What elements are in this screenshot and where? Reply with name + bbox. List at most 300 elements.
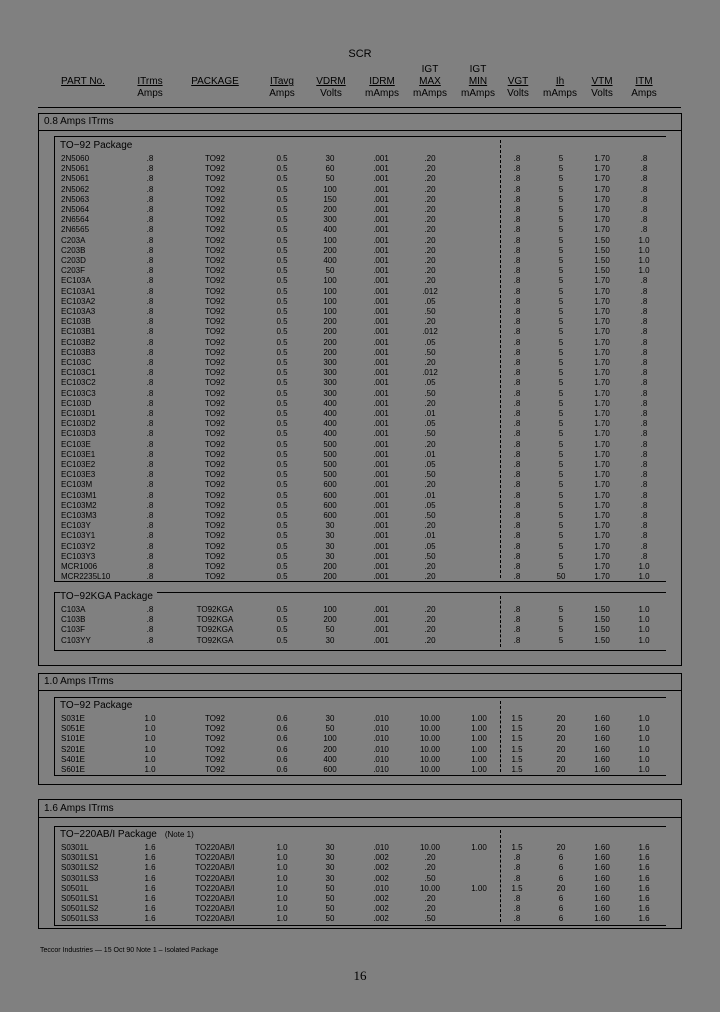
table-cell: 5 bbox=[558, 541, 564, 551]
table-cell: EC103A3 bbox=[61, 307, 96, 316]
table-cell: .8 bbox=[640, 215, 648, 225]
table-cell: .001 bbox=[373, 490, 389, 500]
table-cell: 1.60 bbox=[594, 894, 610, 903]
table-cell: 5 bbox=[558, 460, 564, 469]
table-cell: .50 bbox=[424, 307, 436, 316]
table-row bbox=[0, 450, 720, 460]
table-cell: 100 bbox=[323, 184, 337, 194]
table-cell: 1.0 bbox=[638, 256, 650, 265]
table-cell: 1.60 bbox=[594, 863, 610, 873]
table-cell: .01 bbox=[424, 449, 436, 459]
table-cell: 300 bbox=[323, 388, 337, 398]
table-cell: .20 bbox=[424, 205, 436, 214]
table-cell: .8 bbox=[146, 500, 154, 510]
table-cell: 2N5062 bbox=[61, 184, 90, 194]
table-cell: 0.5 bbox=[276, 164, 288, 174]
table-cell: .8 bbox=[640, 327, 648, 337]
table-row bbox=[0, 389, 720, 399]
table-cell: 1.5 bbox=[511, 714, 523, 723]
table-cell: .8 bbox=[640, 184, 648, 194]
table-cell: 1.70 bbox=[594, 480, 610, 490]
package-title bbox=[60, 140, 136, 151]
header-text: ITavg bbox=[270, 76, 294, 87]
table-cell: .8 bbox=[640, 225, 648, 235]
table-cell: EC103E1 bbox=[61, 449, 96, 459]
table-cell: 1.70 bbox=[594, 327, 610, 337]
table-cell: .8 bbox=[640, 368, 648, 378]
table-cell: TO92 bbox=[205, 368, 225, 378]
table-cell: .8 bbox=[146, 164, 154, 174]
table-row bbox=[0, 714, 720, 724]
table-cell: .8 bbox=[640, 500, 648, 510]
column-header-itrms bbox=[127, 76, 173, 100]
table-cell: .8 bbox=[513, 562, 521, 571]
table-cell: 300 bbox=[323, 368, 337, 378]
table-row bbox=[0, 327, 720, 337]
table-row bbox=[0, 225, 720, 235]
table-cell: .50 bbox=[424, 388, 436, 398]
table-cell: S051E bbox=[61, 724, 86, 734]
table-cell: 1.0 bbox=[276, 914, 288, 924]
table-cell: S201E bbox=[61, 744, 86, 754]
table-cell: S031E bbox=[61, 714, 86, 723]
column-header-igtmin bbox=[454, 64, 502, 100]
table-cell: 2N5064 bbox=[61, 205, 90, 214]
header-text: Amps bbox=[137, 88, 163, 99]
table-cell: .8 bbox=[146, 256, 154, 265]
table-cell: TO92 bbox=[205, 358, 225, 367]
table-cell: 200 bbox=[323, 205, 337, 214]
table-cell: .8 bbox=[146, 470, 154, 480]
table-cell: 0.5 bbox=[276, 347, 288, 357]
table-row bbox=[0, 572, 720, 582]
table-row bbox=[0, 521, 720, 531]
table-row bbox=[0, 531, 720, 541]
table-cell: TO92 bbox=[205, 205, 225, 214]
table-cell: .002 bbox=[373, 914, 389, 924]
table-cell: TO92 bbox=[205, 572, 225, 582]
table-cell: TO92 bbox=[205, 256, 225, 265]
table-cell: 1.70 bbox=[594, 307, 610, 316]
table-cell: .05 bbox=[424, 337, 436, 347]
table-cell: 5 bbox=[558, 337, 564, 347]
table-cell: .01 bbox=[424, 409, 436, 418]
table-cell: 0.5 bbox=[276, 235, 288, 245]
table-cell: 1.6 bbox=[638, 894, 650, 903]
table-row bbox=[0, 745, 720, 755]
table-cell: 1.6 bbox=[638, 843, 650, 852]
table-cell: .8 bbox=[513, 378, 521, 388]
table-cell: .20 bbox=[424, 154, 436, 163]
table-cell: S0301LS2 bbox=[61, 863, 99, 873]
table-cell: .010 bbox=[373, 734, 389, 744]
table-row bbox=[0, 164, 720, 174]
table-cell: 5 bbox=[558, 256, 564, 265]
table-cell: S0301LS3 bbox=[61, 873, 99, 883]
table-cell: 0.6 bbox=[276, 724, 288, 734]
table-cell: TO92KGA bbox=[196, 635, 234, 645]
table-cell: TO92 bbox=[205, 521, 225, 531]
table-cell: 1.6 bbox=[638, 853, 650, 863]
table-cell: .05 bbox=[424, 419, 436, 429]
column-header-itm bbox=[624, 76, 664, 100]
table-cell: EC103B2 bbox=[61, 337, 96, 347]
header-text: IGT bbox=[469, 64, 487, 75]
table-cell: .010 bbox=[373, 714, 389, 723]
table-cell: 5 bbox=[558, 562, 564, 571]
table-cell: .20 bbox=[424, 562, 436, 571]
table-row bbox=[0, 843, 720, 853]
table-cell: 100 bbox=[323, 286, 337, 296]
table-cell: .8 bbox=[513, 605, 521, 614]
table-cell: 1.60 bbox=[594, 734, 610, 744]
table-cell: 1.0 bbox=[144, 765, 156, 774]
table-cell: 5 bbox=[558, 490, 564, 500]
table-cell: 1.70 bbox=[594, 500, 610, 510]
table-cell: 1.60 bbox=[594, 873, 610, 883]
table-cell: .001 bbox=[373, 439, 389, 449]
table-cell: 1.6 bbox=[144, 853, 156, 863]
table-cell: 20 bbox=[556, 765, 566, 774]
table-cell: 0.5 bbox=[276, 398, 288, 408]
table-cell: 1.0 bbox=[638, 625, 650, 635]
table-row bbox=[0, 724, 720, 734]
table-cell: TO92 bbox=[205, 184, 225, 194]
table-cell: S0501LS3 bbox=[61, 914, 99, 924]
table-cell: 0.5 bbox=[276, 511, 288, 520]
table-cell: EC103C1 bbox=[61, 368, 96, 378]
table-cell: 10.00 bbox=[419, 734, 441, 744]
table-cell: 5 bbox=[558, 235, 564, 245]
table-cell: 1.70 bbox=[594, 521, 610, 531]
table-cell: TO92 bbox=[205, 378, 225, 388]
table-cell: 10.00 bbox=[419, 883, 441, 893]
table-cell: 600 bbox=[323, 765, 337, 774]
table-cell: 1.00 bbox=[471, 734, 487, 744]
table-cell: .001 bbox=[373, 307, 389, 316]
table-cell: .012 bbox=[422, 327, 438, 337]
table-cell: .001 bbox=[373, 562, 389, 571]
table-row bbox=[0, 368, 720, 378]
table-cell: 6 bbox=[558, 914, 564, 924]
table-cell: 50 bbox=[325, 724, 335, 734]
table-cell: .8 bbox=[146, 266, 154, 276]
table-cell: 5 bbox=[558, 500, 564, 510]
table-cell: 0.6 bbox=[276, 734, 288, 744]
table-cell: 1.70 bbox=[594, 490, 610, 500]
table-cell: .8 bbox=[146, 368, 154, 378]
table-cell: 1.0 bbox=[144, 714, 156, 723]
table-cell: .8 bbox=[146, 398, 154, 408]
table-cell: 100 bbox=[323, 734, 337, 744]
table-cell: 30 bbox=[325, 154, 335, 163]
table-cell: 20 bbox=[556, 724, 566, 734]
table-cell: .8 bbox=[640, 439, 648, 449]
table-cell: C203A bbox=[61, 235, 86, 245]
column-header-part bbox=[48, 76, 118, 88]
table-cell: TO220AB/I bbox=[195, 914, 235, 924]
table-cell: 30 bbox=[325, 853, 335, 863]
table-cell: .8 bbox=[146, 439, 154, 449]
table-cell: TO92 bbox=[205, 480, 225, 490]
table-row bbox=[0, 562, 720, 572]
table-cell: 1.0 bbox=[638, 744, 650, 754]
table-cell: EC103B3 bbox=[61, 347, 96, 357]
table-cell: 1.70 bbox=[594, 409, 610, 418]
table-cell: .20 bbox=[424, 358, 436, 367]
table-cell: S101E bbox=[61, 734, 86, 744]
table-cell: 1.0 bbox=[638, 754, 650, 764]
table-cell: .8 bbox=[146, 511, 154, 520]
table-cell: 1.50 bbox=[594, 256, 610, 265]
table-cell: 500 bbox=[323, 449, 337, 459]
table-cell: 1.60 bbox=[594, 754, 610, 764]
table-cell: 1.0 bbox=[638, 245, 650, 255]
table-row bbox=[0, 904, 720, 914]
table-cell: 5 bbox=[558, 184, 564, 194]
table-cell: 0.5 bbox=[276, 490, 288, 500]
table-cell: .8 bbox=[513, 368, 521, 378]
table-cell: 5 bbox=[558, 307, 564, 316]
table-cell: 1.00 bbox=[471, 843, 487, 852]
table-cell: 5 bbox=[558, 205, 564, 214]
table-cell: .20 bbox=[424, 225, 436, 235]
table-cell: TO92 bbox=[205, 429, 225, 439]
table-cell: .001 bbox=[373, 449, 389, 459]
table-cell: 200 bbox=[323, 562, 337, 571]
table-row bbox=[0, 440, 720, 450]
table-cell: 0.5 bbox=[276, 215, 288, 225]
table-cell: 0.5 bbox=[276, 470, 288, 480]
table-cell: 1.0 bbox=[276, 904, 288, 914]
table-cell: 1.50 bbox=[594, 235, 610, 245]
table-cell: 0.5 bbox=[276, 154, 288, 163]
table-cell: .20 bbox=[424, 615, 436, 625]
header-text: Amps bbox=[269, 88, 295, 99]
table-cell: .8 bbox=[146, 615, 154, 625]
table-cell: 1.70 bbox=[594, 398, 610, 408]
table-cell: .8 bbox=[640, 317, 648, 327]
table-cell: 0.5 bbox=[276, 572, 288, 582]
table-cell: 5 bbox=[558, 215, 564, 225]
table-cell: 500 bbox=[323, 439, 337, 449]
table-cell: .8 bbox=[513, 904, 521, 914]
table-cell: .8 bbox=[640, 205, 648, 214]
table-cell: 5 bbox=[558, 164, 564, 174]
table-cell: 5 bbox=[558, 368, 564, 378]
table-row bbox=[0, 378, 720, 388]
table-cell: 30 bbox=[325, 635, 335, 645]
table-cell: 0.5 bbox=[276, 551, 288, 561]
footnote: Teccor Industries — 15 Oct 90 Note 1 – Isolated Package bbox=[40, 947, 219, 954]
table-cell: 1.70 bbox=[594, 368, 610, 378]
table-cell: .8 bbox=[146, 358, 154, 367]
table-row bbox=[0, 511, 720, 521]
table-cell: 200 bbox=[323, 347, 337, 357]
table-cell: 1.0 bbox=[276, 843, 288, 852]
table-cell: .8 bbox=[640, 480, 648, 490]
table-cell: 0.5 bbox=[276, 266, 288, 276]
table-cell: 1.5 bbox=[511, 754, 523, 764]
table-cell: 1.0 bbox=[144, 734, 156, 744]
table-cell: .20 bbox=[424, 266, 436, 276]
table-cell: .001 bbox=[373, 429, 389, 439]
table-cell: .8 bbox=[640, 490, 648, 500]
table-cell: 0.5 bbox=[276, 368, 288, 378]
table-cell: 6 bbox=[558, 904, 564, 914]
header-text: VTM bbox=[591, 76, 613, 87]
table-row bbox=[0, 491, 720, 501]
table-cell: .001 bbox=[373, 358, 389, 367]
header-text: Volts bbox=[591, 88, 613, 99]
table-cell: 1.50 bbox=[594, 625, 610, 635]
table-cell: EC103D1 bbox=[61, 409, 96, 418]
table-cell: TO92 bbox=[205, 744, 225, 754]
table-cell: C103A bbox=[61, 605, 86, 614]
section-title: 1.0 Amps ITrms bbox=[44, 676, 114, 687]
table-cell: 1.0 bbox=[276, 894, 288, 903]
table-cell: .8 bbox=[146, 449, 154, 459]
table-cell: S601E bbox=[61, 765, 86, 774]
table-row bbox=[0, 765, 720, 775]
table-cell: 0.5 bbox=[276, 562, 288, 571]
table-cell: 400 bbox=[323, 398, 337, 408]
table-cell: 1.70 bbox=[594, 449, 610, 459]
table-cell: .8 bbox=[146, 490, 154, 500]
table-cell: .20 bbox=[424, 894, 436, 903]
table-cell: 1.00 bbox=[471, 724, 487, 734]
table-cell: 1.0 bbox=[638, 605, 650, 614]
table-cell: 6 bbox=[558, 863, 564, 873]
header-text: MAX bbox=[419, 76, 441, 87]
table-cell: 5 bbox=[558, 625, 564, 635]
table-row bbox=[0, 399, 720, 409]
table-cell: .8 bbox=[513, 164, 521, 174]
table-cell: 0.5 bbox=[276, 388, 288, 398]
table-cell: 5 bbox=[558, 439, 564, 449]
table-cell: 150 bbox=[323, 194, 337, 204]
column-header-idrm bbox=[360, 76, 404, 100]
table-cell: .001 bbox=[373, 266, 389, 276]
table-cell: .20 bbox=[424, 174, 436, 184]
table-cell: 0.5 bbox=[276, 521, 288, 531]
table-cell: 0.5 bbox=[276, 286, 288, 296]
table-cell: .8 bbox=[146, 429, 154, 439]
table-cell: .001 bbox=[373, 521, 389, 531]
table-cell: TO92 bbox=[205, 714, 225, 723]
table-cell: 200 bbox=[323, 337, 337, 347]
table-row bbox=[0, 185, 720, 195]
table-cell: TO220AB/I bbox=[195, 883, 235, 893]
table-cell: .8 bbox=[146, 409, 154, 418]
table-cell: .001 bbox=[373, 215, 389, 225]
table-cell: TO92 bbox=[205, 337, 225, 347]
table-cell: 5 bbox=[558, 429, 564, 439]
table-cell: 1.70 bbox=[594, 215, 610, 225]
table-cell: EC103E bbox=[61, 439, 91, 449]
table-cell: .20 bbox=[424, 256, 436, 265]
table-cell: .8 bbox=[146, 635, 154, 645]
table-cell: 20 bbox=[556, 843, 566, 852]
table-cell: EC103M3 bbox=[61, 511, 97, 520]
table-cell: .012 bbox=[422, 286, 438, 296]
table-cell: 0.5 bbox=[276, 337, 288, 347]
table-cell: TO92 bbox=[205, 398, 225, 408]
section-title-rule bbox=[38, 817, 682, 818]
table-cell: .002 bbox=[373, 904, 389, 914]
table-row bbox=[0, 542, 720, 552]
table-cell: .8 bbox=[513, 531, 521, 541]
table-cell: .001 bbox=[373, 347, 389, 357]
table-cell: .001 bbox=[373, 572, 389, 582]
header-text: MIN bbox=[468, 76, 488, 87]
table-cell: .001 bbox=[373, 615, 389, 625]
table-cell: 0.5 bbox=[276, 205, 288, 214]
table-cell: 0.5 bbox=[276, 245, 288, 255]
table-cell: .8 bbox=[513, 154, 521, 163]
table-cell: 1.50 bbox=[594, 605, 610, 614]
table-cell: EC103A1 bbox=[61, 286, 96, 296]
table-cell: 50 bbox=[325, 174, 335, 184]
table-cell: 1.5 bbox=[511, 744, 523, 754]
table-cell: .05 bbox=[424, 500, 436, 510]
page-number: 16 bbox=[353, 968, 367, 983]
table-cell: 200 bbox=[323, 744, 337, 754]
column-header-itavg bbox=[262, 76, 302, 100]
table-cell: 5 bbox=[558, 409, 564, 418]
table-cell: .20 bbox=[424, 904, 436, 914]
table-cell: 50 bbox=[325, 883, 335, 893]
table-row bbox=[0, 266, 720, 276]
table-cell: .50 bbox=[424, 470, 436, 480]
header-text: Volts bbox=[320, 88, 342, 99]
table-cell: TO92KGA bbox=[196, 625, 234, 635]
table-cell: .01 bbox=[424, 490, 436, 500]
table-cell: .8 bbox=[146, 521, 154, 531]
table-cell: 2N5063 bbox=[61, 194, 90, 204]
table-cell: .001 bbox=[373, 388, 389, 398]
table-cell: .8 bbox=[146, 154, 154, 163]
table-cell: TO92 bbox=[205, 296, 225, 306]
table-cell: 400 bbox=[323, 419, 337, 429]
table-cell: 10.00 bbox=[419, 843, 441, 852]
table-cell: 1.70 bbox=[594, 154, 610, 163]
table-cell: .05 bbox=[424, 378, 436, 388]
table-cell: .05 bbox=[424, 296, 436, 306]
table-cell: 300 bbox=[323, 358, 337, 367]
table-cell: 1.70 bbox=[594, 419, 610, 429]
table-cell: .01 bbox=[424, 531, 436, 541]
table-cell: .05 bbox=[424, 541, 436, 551]
table-cell: TO92 bbox=[205, 490, 225, 500]
table-cell: .8 bbox=[513, 419, 521, 429]
table-cell: 1.70 bbox=[594, 286, 610, 296]
table-cell: EC103D bbox=[61, 398, 92, 408]
table-cell: 1.5 bbox=[511, 883, 523, 893]
table-cell: .8 bbox=[513, 184, 521, 194]
table-cell: 60 bbox=[325, 164, 335, 174]
table-cell: 1.6 bbox=[144, 914, 156, 924]
table-cell: .20 bbox=[424, 245, 436, 255]
table-cell: TO92 bbox=[205, 531, 225, 541]
table-cell: S0301LS1 bbox=[61, 853, 99, 863]
table-cell: .8 bbox=[513, 215, 521, 225]
table-cell: 0.5 bbox=[276, 194, 288, 204]
table-cell: .001 bbox=[373, 460, 389, 469]
table-cell: 1.0 bbox=[276, 853, 288, 863]
table-cell: 0.5 bbox=[276, 531, 288, 541]
table-cell: 1.0 bbox=[638, 615, 650, 625]
